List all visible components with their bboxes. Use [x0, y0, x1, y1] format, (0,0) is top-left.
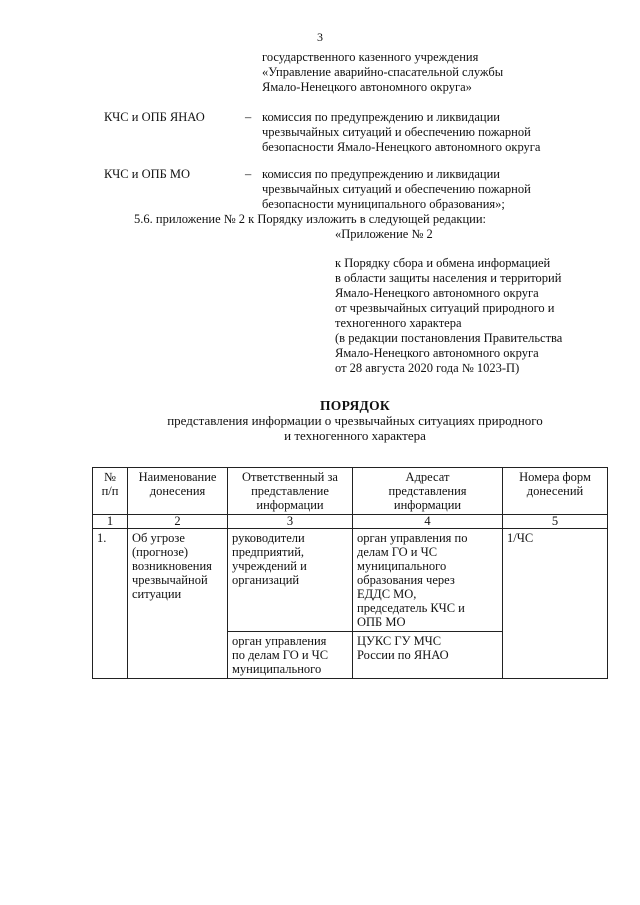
text-line: чрезвычайных ситуаций и обеспечению пожарной [262, 125, 531, 139]
text-line: от чрезвычайных ситуаций природного и [335, 301, 555, 315]
header-responsible: Ответственный за представление информации [228, 468, 353, 515]
text-line: и техногенного характера [284, 428, 426, 443]
column-number: 4 [353, 515, 503, 529]
cell-addressee: ЦУКС ГУ МЧС России по ЯНАО [353, 632, 503, 679]
column-number: 5 [503, 515, 608, 529]
text-line: (в редакции постановления Правительства [335, 331, 563, 345]
text-line: техногенного характера [335, 316, 462, 330]
cell-form-number: 1/ЧС [503, 529, 608, 679]
table-row [93, 529, 608, 632]
text-line: от 28 августа 2020 года № 1023-П) [335, 361, 520, 375]
document-subtitle [0, 413, 640, 443]
header-number: № п/п [93, 468, 128, 515]
appendix-reference [335, 256, 562, 376]
definition-dash: – [245, 110, 252, 124]
text-line: чрезвычайных ситуаций и обеспечению пожарной [262, 182, 531, 196]
text-line: Ямало-Ненецкого автономного округа» [262, 80, 472, 94]
column-number: 3 [228, 515, 353, 529]
cell-row-number: 1. [93, 529, 128, 679]
appendix-title: «Приложение № 2 [335, 227, 433, 241]
document-title: ПОРЯДОК [319, 398, 390, 413]
text-line: комиссия по предупреждению и ликвидации [262, 110, 500, 124]
definition-dash: – [245, 167, 252, 181]
text-line: в области защиты населения и территорий [335, 271, 562, 285]
header-addressee: Адресат представления информации [353, 468, 503, 515]
definition-text-kchs-yanao [262, 110, 541, 155]
text-line: безопасности муниципального образования»; [262, 197, 505, 211]
clause-5-6: 5.6. приложение № 2 к Порядку изложить в следующей редакции: [134, 212, 486, 226]
text-line: комиссия по предупреждению и ликвидации [262, 167, 500, 181]
header-form-numbers: Номера форм донесений [503, 468, 608, 515]
column-number: 1 [93, 515, 128, 529]
reporting-table [92, 467, 608, 679]
table-header-row [93, 468, 608, 515]
text-line: к Порядку сбора и обмена информацией [335, 256, 551, 270]
cell-addressee: орган управления по делам ГО и ЧС муниципального образования через ЕДДС МО, председатель КЧС и ОПБ МО [353, 529, 503, 632]
text-line: Ямало-Ненецкого автономного округа [335, 346, 539, 360]
cell-responsible: орган управления по делам ГО и ЧС муниципального [228, 632, 353, 679]
text-line: представления информации о чрезвычайных ситуациях природного [167, 413, 543, 428]
cell-report-name: Об угрозе (прогнозе) возникновения чрезвычайной ситуации [128, 529, 228, 679]
text-line: государственного казенного учреждения [262, 50, 479, 64]
definition-abbr-kchs-mo: КЧС и ОПБ МО [104, 167, 191, 181]
page-number: 3 [317, 30, 323, 44]
continuation-text [262, 50, 503, 95]
definition-text-kchs-mo [262, 167, 531, 212]
column-number: 2 [128, 515, 228, 529]
header-report-name: Наименование донесения [128, 468, 228, 515]
text-line: Ямало-Ненецкого автономного округа [335, 286, 539, 300]
text-line: безопасности Ямало-Ненецкого автономного округа [262, 140, 541, 154]
text-line: «Управление аварийно-спасательной службы [262, 65, 504, 79]
table-column-numbers-row [93, 515, 608, 529]
definition-abbr-kchs-yanao: КЧС и ОПБ ЯНАО [104, 110, 205, 124]
cell-responsible: руководители предприятий, учреждений и организаций [228, 529, 353, 632]
